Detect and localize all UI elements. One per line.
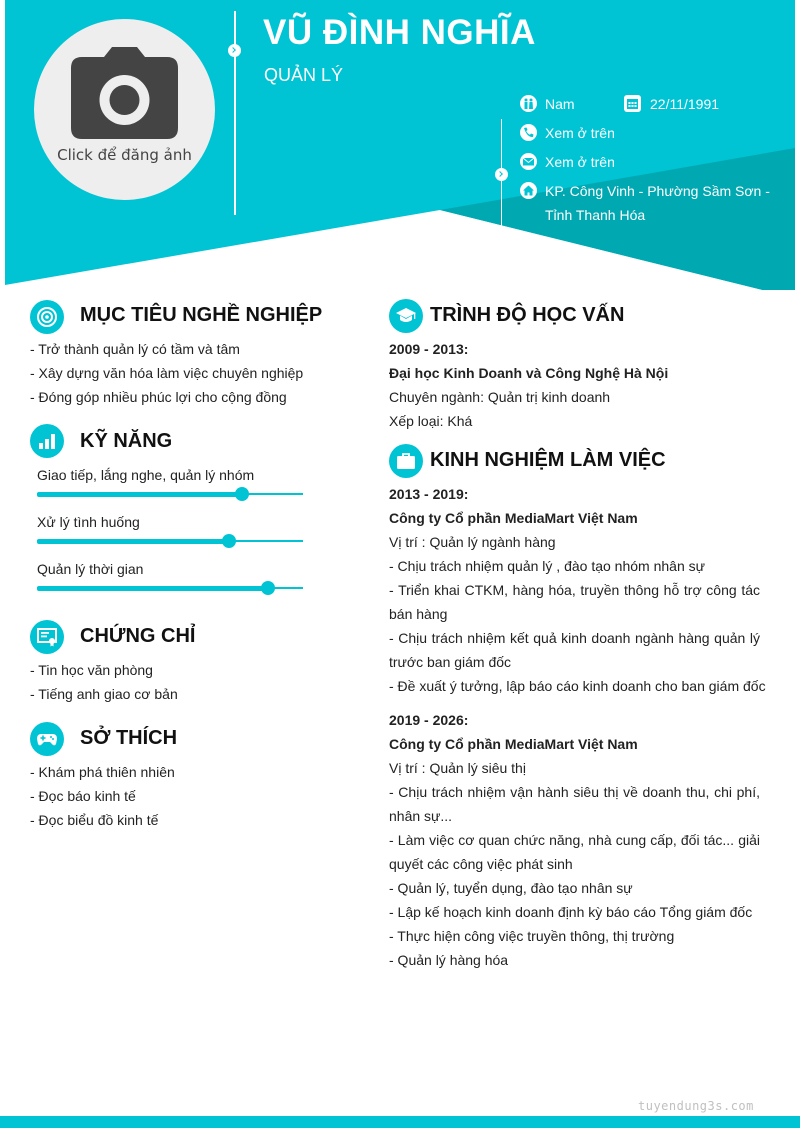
certificates-title: CHỨNG CHỈ bbox=[80, 625, 196, 647]
email-icon bbox=[520, 153, 537, 170]
graduation-cap-icon bbox=[389, 299, 423, 333]
skill-label: Giao tiếp, lắng nghe, quản lý nhóm bbox=[37, 467, 255, 483]
job-period: 2013 - 2019: bbox=[389, 486, 469, 502]
education-grade: Xếp loại: Khá bbox=[389, 413, 473, 429]
candidate-name: VŨ ĐÌNH NGHĨA bbox=[263, 13, 536, 52]
footer-bar bbox=[0, 1116, 800, 1128]
calendar-icon bbox=[624, 95, 641, 112]
job-duty: - Chịu trách nhiệm quản lý , đào tạo nhóm nhân sự bbox=[389, 558, 705, 574]
phone-icon bbox=[520, 124, 537, 141]
camera-icon bbox=[71, 47, 178, 139]
skill-bar bbox=[37, 587, 303, 589]
job-period: 2019 - 2026: bbox=[389, 712, 469, 728]
job-duty: - Triển khai CTKM, hàng hóa, truyền thông hỗ trợ công tác bán hàng bbox=[389, 582, 760, 622]
skills-title: KỸ NĂNG bbox=[80, 430, 173, 452]
profile-photo-upload[interactable] bbox=[34, 19, 215, 200]
contact-arrow-icon bbox=[495, 168, 508, 181]
skill-knob bbox=[261, 581, 275, 595]
job-company: Công ty Cổ phần MediaMart Việt Nam bbox=[389, 510, 638, 526]
skill-label: Quản lý thời gian bbox=[37, 561, 144, 577]
address-line-2: Tỉnh Thanh Hóa bbox=[545, 207, 646, 223]
job-position: Vị trí : Quản lý siêu thị bbox=[389, 760, 526, 776]
certificate-icon bbox=[30, 620, 64, 654]
education-major: Chuyên ngành: Quản trị kinh doanh bbox=[389, 389, 611, 405]
skill-bar bbox=[37, 493, 303, 495]
objective-item: - Trở thành quản lý có tầm và tâm bbox=[30, 341, 240, 357]
certificate-item: - Tiếng anh giao cơ bản bbox=[30, 686, 178, 702]
email-text: Xem ở trên bbox=[545, 154, 615, 170]
hobby-item: - Đọc biểu đồ kinh tế bbox=[30, 812, 159, 828]
skill-knob bbox=[222, 534, 236, 548]
address-line-1: KP. Công Vinh - Phường Sầm Sơn - bbox=[545, 183, 770, 199]
job-company: Công ty Cổ phần MediaMart Việt Nam bbox=[389, 736, 638, 752]
header-divider bbox=[234, 11, 236, 215]
job-duty: - Quản lý, tuyển dụng, đào tạo nhân sự bbox=[389, 880, 633, 896]
birthday-text: 22/11/1991 bbox=[650, 96, 720, 112]
divider-arrow-icon bbox=[228, 44, 241, 57]
job-duty: - Chịu trách nhiệm vận hành siêu thị về doanh thu, chi phí, nhân sự... bbox=[389, 784, 760, 824]
job-position: Vị trí : Quản lý ngành hàng bbox=[389, 534, 556, 550]
job-duty: - Chịu trách nhiệm kết quả kinh doanh ngành hàng quản lý trước ban giám đốc bbox=[389, 630, 760, 670]
experience-title: KINH NGHIỆM LÀM VIỆC bbox=[430, 449, 666, 471]
education-period: 2009 - 2013: bbox=[389, 341, 469, 357]
hobby-item: - Khám phá thiên nhiên bbox=[30, 764, 175, 780]
hobby-item: - Đọc báo kinh tế bbox=[30, 788, 136, 804]
photo-upload-label: Click để đăng ảnh bbox=[57, 146, 192, 164]
briefcase-icon bbox=[389, 444, 423, 478]
hobbies-title: SỞ THÍCH bbox=[80, 727, 178, 749]
objective-title: MỤC TIÊU NGHỀ NGHIỆP bbox=[80, 304, 323, 326]
objective-item: - Đóng góp nhiều phúc lợi cho cộng đồng bbox=[30, 389, 287, 405]
job-duty: - Làm việc cơ quan chức năng, nhà cung cấp, đối tác... giải quyết các công việc phát sinh bbox=[389, 832, 760, 872]
objective-item: - Xây dựng văn hóa làm việc chuyên nghiệp bbox=[30, 365, 304, 381]
education-school: Đại học Kinh Doanh và Công Nghệ Hà Nội bbox=[389, 365, 669, 381]
education-title: TRÌNH ĐỘ HỌC VẤN bbox=[430, 304, 625, 326]
gamepad-icon bbox=[30, 722, 64, 756]
watermark: tuyendung3s.com bbox=[638, 1099, 754, 1113]
skill-bar bbox=[37, 540, 303, 542]
home-icon bbox=[520, 182, 537, 199]
job-duty: - Lập kế hoạch kinh doanh định kỳ báo cáo Tổng giám đốc bbox=[389, 904, 753, 920]
gender-text: Nam bbox=[545, 96, 575, 112]
target-icon bbox=[30, 300, 64, 334]
certificate-item: - Tin học văn phòng bbox=[30, 662, 153, 678]
job-duty: - Thực hiện công việc truyền thông, thị trường bbox=[389, 928, 675, 944]
skill-bar-fill bbox=[37, 539, 229, 544]
gender-icon bbox=[520, 95, 537, 112]
bar-chart-icon bbox=[30, 424, 64, 458]
job-duty: - Quản lý hàng hóa bbox=[389, 952, 509, 968]
skill-bar-fill bbox=[37, 586, 268, 591]
skill-label: Xử lý tình huống bbox=[37, 514, 140, 530]
phone-text: Xem ở trên bbox=[545, 125, 615, 141]
skill-bar-fill bbox=[37, 492, 242, 497]
skill-knob bbox=[235, 487, 249, 501]
job-duty: - Đề xuất ý tưởng, lập báo cáo kinh doanh cho ban giám đốc bbox=[389, 678, 766, 694]
candidate-role: QUẢN LÝ bbox=[264, 65, 344, 85]
